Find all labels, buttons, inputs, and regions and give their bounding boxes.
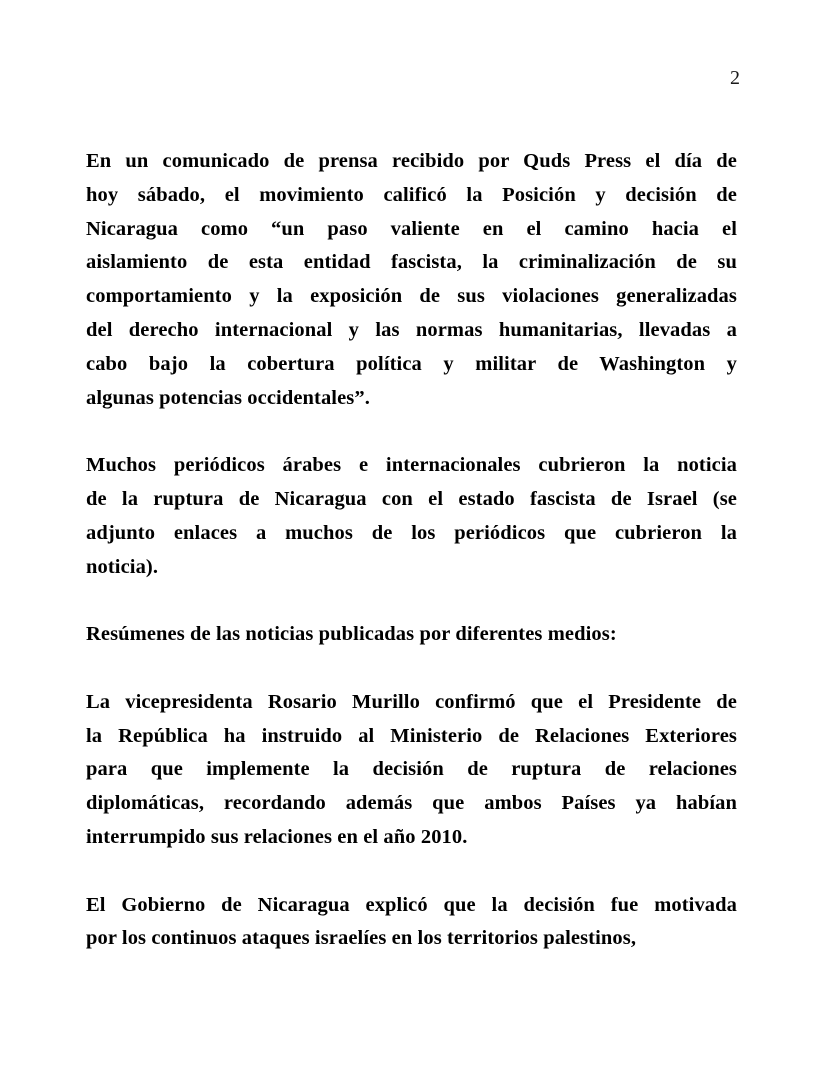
paragraph xyxy=(86,686,737,855)
text-line: del derecho internacional y las normas humanitarias, llevadas a xyxy=(86,318,737,341)
text-line: hoy sábado, el movimiento calificó la Posición y decisión de xyxy=(86,183,737,206)
text-line: cabo bajo la cobertura política y militar de Washington y xyxy=(86,352,737,375)
text-line: Resúmenes de las noticias publicadas por diferentes medios: xyxy=(86,623,617,646)
text-line: de la ruptura de Nicaragua con el estado fascista de Israel (se xyxy=(86,487,737,510)
text-line: En un comunicado de prensa recibido por Quds Press el día de xyxy=(86,150,737,172)
text-line: comportamiento y la exposición de sus violaciones generalizadas xyxy=(86,285,737,308)
paragraph xyxy=(86,449,737,584)
page-number: 2 xyxy=(730,67,740,89)
text-line: algunas potencias occidentales”. xyxy=(86,386,370,409)
paragraph xyxy=(86,889,737,957)
text-line: por los continuos ataques israelíes en los territorios palestinos, xyxy=(86,927,637,950)
text-line: la República ha instruido al Ministerio de Relaciones Exteriores xyxy=(86,724,737,747)
text-line: para que implemente la decisión de ruptura de relaciones xyxy=(86,758,737,781)
text-line: noticia). xyxy=(86,555,159,578)
paragraph xyxy=(86,145,737,415)
text-line: aislamiento de esta entidad fascista, la criminalización de su xyxy=(86,251,737,274)
text-line: El Gobierno de Nicaragua explicó que la decisión fue motivada xyxy=(86,893,737,916)
text-line: La vicepresidenta Rosario Murillo confirmó que el Presidente de xyxy=(86,690,737,713)
text-line: interrumpido sus relaciones en el año 2010. xyxy=(86,825,468,848)
text-line: Nicaragua como “un paso valiente en el camino hacia el xyxy=(86,217,737,240)
text-line: Muchos periódicos árabes e internacionales cubrieron la noticia xyxy=(86,454,737,477)
paragraph xyxy=(86,618,737,652)
text-line: adjunto enlaces a muchos de los periódicos que cubrieron la xyxy=(86,521,737,544)
text-line: diplomáticas, recordando además que ambos Países ya habían xyxy=(86,792,737,815)
document-body xyxy=(86,145,737,990)
